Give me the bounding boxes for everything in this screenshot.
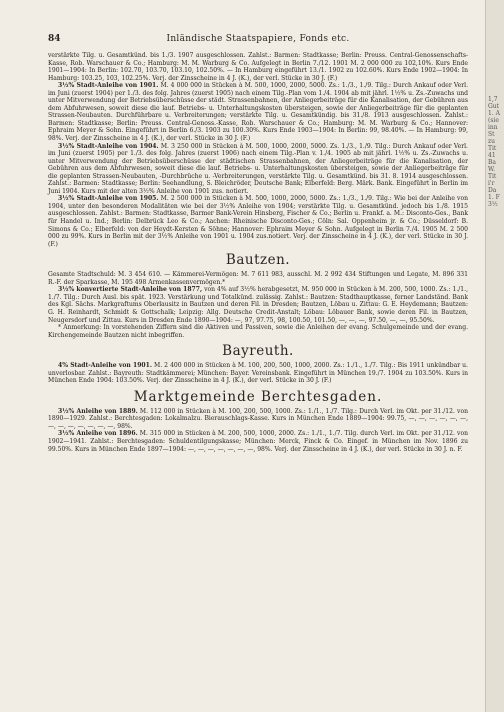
section-heading-bautzen: Bautzen. (225, 252, 291, 269)
edge-fragment: (sie (488, 117, 499, 124)
loan-text: von 4% auf 3½% herabgesetzt, M. 950 000 in Stücken à M. 200, 500, 1000. Zs.: 1./1., 1./7. Tilg.: Durch Ausl. bis spät. 1923. Verstärkung und Totalkünd. zulässig. Zahlst.: Bautzen: Stadthauptkasse, ferner Landständ. Bank des Kgl. Sächs. Markgraftums Oberlausitz in Bautzen und deren Fil. in Dresden; Bautzen, Löbau u. Zittau: G. E. Heydemann; Bautzen: G. H. Reinhardt, Schmidt & Gottschalk; Leipzig: Allg. Deutsche Credit-Anstalt; Löbau: Löbauer Bank, sowie deren Fil. in Bautzen, Neugersdorf und Zittau. Kurs in Dresden Ende 1890—1904: —, 97, 97.75, 98, 100.50, 101.50, —, —, —, 97.50, —, —, 95.50%. (48, 286, 468, 324)
loan-title: 3½% Stadt-Anleihe von 1905. (58, 195, 159, 203)
edge-fragment: 3½ (488, 201, 498, 208)
edge-fragment: St (488, 131, 495, 138)
loan-text: M. 2 400 000 in Stücken à M. 100, 200, 500, 1000, 2000. Zs.: 1./1., 1./7. Tilg.: Bis 1911 unkündbar u. unverlosbar. Zahlst.: Bayreuth: Stadtkämmerei; München: Bayer. Vereinsbank. Eingeführt in München 19./7. 1904 zu 103.50%. Kurs in München Ende 1904: 103.50%. Verj. der Zinsscheine in 4 J. (K.), der verl. Stücke in 30 J. (F.) (48, 362, 468, 385)
edge-fragment: inn (488, 124, 498, 131)
barmen-loan-1901 (48, 82, 468, 142)
loan-title: 3½% Anleihe von 1896. (58, 430, 138, 438)
loan-title: 3½% Stadt-Anleihe von 1901. (58, 82, 159, 90)
edge-fragment: 1. A (488, 110, 500, 117)
edge-fragment: Da (488, 187, 497, 194)
edge-fragment: W. (488, 166, 496, 173)
running-title: Inländische Staatspapiere, Fonds etc. (166, 34, 350, 44)
bautzen-footnote: * Anmerkung: In vorstehenden Ziffern sind die Aktiven und Passiven, sowie die Anleihen der evang. Schulgemeinde und der evang. Kirchengemeinde Bautzen nicht inbegriffen. (48, 324, 468, 339)
berchtesgaden-loan-1896 (48, 430, 468, 453)
section-heading-bayreuth: Bayreuth. (222, 343, 294, 360)
edge-fragment: Tit (488, 145, 497, 152)
barmen-loan-1904 (48, 143, 468, 196)
section-heading-berchtesgaden: Marktgemeinde Berchtesgaden. (133, 388, 383, 405)
edge-fragment: 1,7 (488, 96, 498, 103)
loan-text: M. 4 000 000 in Stücken à M. 500, 1000, 2000, 5000. Zs.: 1./3., 1./9. Tilg.: Durch Ankauf oder Verl. im Juni (zuerst 1904) per 1./3. des folg. Jahres (zuerst 1905) nach einem Tilg.-Plan vom 1./4. 1904 ab mit jährl. 1½% u. Zs.-Zuwachs und unter Mitverwendung der Betriebsüberschüsse der städt. Strassenbahnen, der Anliegerbeiträge für die Kanalisation, der Gebühren aus dem Abfuhrwesen, soweit diese die lauf. Betriebs- u. Unterhaltungskosten übersteigen, sowie der Anliegerbeiträge für die geplanten Strassen-Neubauten. Durchführbare u. Verbreiterungen; verstärkte Tilg. u. Gesamtkündig. bis 31./8. 1913 ausgeschlossen. Zahlst.: Barmen: Stadtkasse; Berlin: Preuss. Central-Genoss.-Kasse, Rob. Warschauer & Co.; Hamburg: M. M. Warburg & Co.; Hannover: Ephraim Meyer & Sohn. Eingeführt in Berlin 6./3. 1903 zu 100.30%. Kurs Ende 1903—1904: In Berlin: 99, 98.40%. — In Hamburg: 99, 98%. Verj. der Zinsscheine in 4 J. (K.), der verl. Stücke in 30 J. (F.) (48, 82, 468, 143)
edge-fragment: 1. F (488, 194, 500, 201)
loan-text: M. 2 500 000 in Stücken à M. 500, 1000, 2000, 5000. Zs.: 1./3., 1./9. Tilg.: Wie bei der Anleihe von 1904, unter den besonderen Modalitäten wie bei der 3½% Anleihe von 1904; verstärkte Tilg. u. Gesamtkünd. jedoch bis 1./8. 1915 ausgeschlossen. Zahlst.: Barmen: Stadtkasse, Barmer Bank-Verein Hinsberg, Fischer & Co.; Berlin u. Frankf. a. M.: Disconto-Ges., Bank für Handel u. Ind.; Berlin: Delbrück Leo & Co.; Aachen: Rheinische Disconto-Ges.; Cöln: Sal. Oppenheim jr. & Co.; Düsseldorf: B. Simons & Co.; Elberfeld: von der Heydt-Kersten & Söhne; Hannover: Ephraim Meyer & Sohn. Aufgelegt in Berlin 7./4. 1905 M. 2 500 000 zu 99%. Kurs in Berlin mit der 3½% Anleihe von 1901 u. 1904 zus.notiert. Verj. der Zinsscheine in 4 J. (K.), der verl. Stücke in 30 J. (F.) (48, 195, 468, 248)
loan-title: 4% Stadt-Anleihe von 1901. (58, 362, 152, 370)
loan-title: 3½% konvertierte Stadt-Anleihe von 1877, (58, 286, 203, 294)
bautzen-summary: Gesamte Stadtschuld: M. 3 454 610. — Kämmerei-Vermögen: M. 7 611 983, ausschl. M. 2 992 434 Stiftungen und Legate, M. 896 331 R.-F. der Sparkasse, M. 195 498 Armenkassenvermögen.* (48, 271, 468, 286)
page-header (48, 34, 468, 46)
bayreuth-loan-1901 (48, 362, 468, 385)
edge-fragment: Ba (488, 159, 496, 166)
edge-fragment: zu (488, 138, 496, 145)
edge-fragment: 41 (488, 152, 496, 159)
loan-text: M. 3 250 000 in Stücken à M. 500, 1000, 2000, 5000. Zs. 1./3., 1./9. Tilg.: Durch Ankauf oder Verl. im Juni (zuerst 1905) per 1./3. des folg. Jahres (zuerst 1906) nach einem Tilg.-Plan v. 1./4. 1905 ab mit jährl. 1½% u. Zs.-Zuwachs u. unter Mitverwendung der Betriebsüberschüsse der städtischen Strassenbahnen, der Anliegerbeiträge für die Kanalisation, der Gebühren aus dem Abfuhrwesen, soweit diese die lauf. Betriebs- u. Unterhaltungskosten übersteigen, sowie der Anliegerbeiträge für die geplanten Strassen-Neubauten, -Durchbrüche u. -Verbreiterungen, verstärkte Tilg. u. Gesamtkünd. bis 31. 8. 1914 ausgeschlossen. Zahlst.: Barmen: Stadtkasse; Berlin: Seehandlung, S. Bleichröder, Deutsche Bank; Elberfeld: Berg. Märk. Bank. Eingeführt in Berlin im Juni 1904. Kurs mit der alten 3½% Anleihe von 1901 zus. notiert. (48, 142, 468, 195)
berchtesgaden-loan-1889 (48, 408, 468, 431)
edge-fragment: i'r (488, 180, 495, 187)
barmen-loan-1905 (48, 195, 468, 248)
edge-fragment: Gut (488, 103, 500, 110)
loan-text: M. 112 000 in Stücken à M. 100, 200, 500, 1000. Zs.: 1./1., 1./7. Tilg.: Durch Verl. im Okt. per 31./12. von 1890—1929. Zahlst.: Berchtesgaden: Lokalmalzu. Bierauschlags-Kasse. Kurs in München Ende 1889—1904: 99.75, —, —, —, —, —, —, —, —, —, —, —, —, —, 98%. (48, 407, 468, 430)
page-body (48, 52, 468, 453)
page-number: 84 (48, 34, 61, 44)
loan-text: M. 315 000 in Stücken à M. 200, 500, 1000, 2000. Zs.: 1./1., 1./7. Tilg. durch Verl. im Okt. per 31./12. von 1902—1941. Zahlst.: Berchtesgaden: Schuldentilgungskasse; München: Merck, Finck & Co. Eingef. in München im Nov. 1896 zu 99.50%. Kurs in München Ende 1897—1904: —, —, —, —, —, —, —, 98%. Verj. der Zinsscheine in 4 J. (K.), der verl. Stücke in 30 J. n. F. (48, 430, 468, 453)
loan-title: 3½% Anleihe von 1889. (58, 407, 138, 415)
loan-title: 3½% Stadt-Anleihe von 1904. (58, 142, 159, 150)
barmen-continuation: verstärkte Tilg. u. Gesamtkünd. bis 1./3. 1907 ausgeschlossen. Zahlst.: Barmen: Stadtkasse; Berlin: Preuss. Central-Genossenschafts-Kasse, Rob. Warschauer & Co.; Hamburg: M. M. Warburg & Co. Aufgelegt in Berlin 7./12. 1901 M. 2 000 000 zu 102,10%. Kurs Ende 1901—1904: In Berlin: 102.70, 103.70, 103.10, 102.50%. — In Hamburg eingeführt 13./1. 1902 zu 102.60%. Kurs Ende 1902—1904: In Hamburg: 103.25, 103, 102.25%. Verj. der Zinsscheine in 4 J. (K.), der verl. Stücke in 30 J. (F.) (48, 52, 468, 82)
bautzen-loan-1877 (48, 286, 468, 324)
adjacent-page-edge (485, 0, 504, 712)
edge-fragment: Tit (488, 173, 497, 180)
